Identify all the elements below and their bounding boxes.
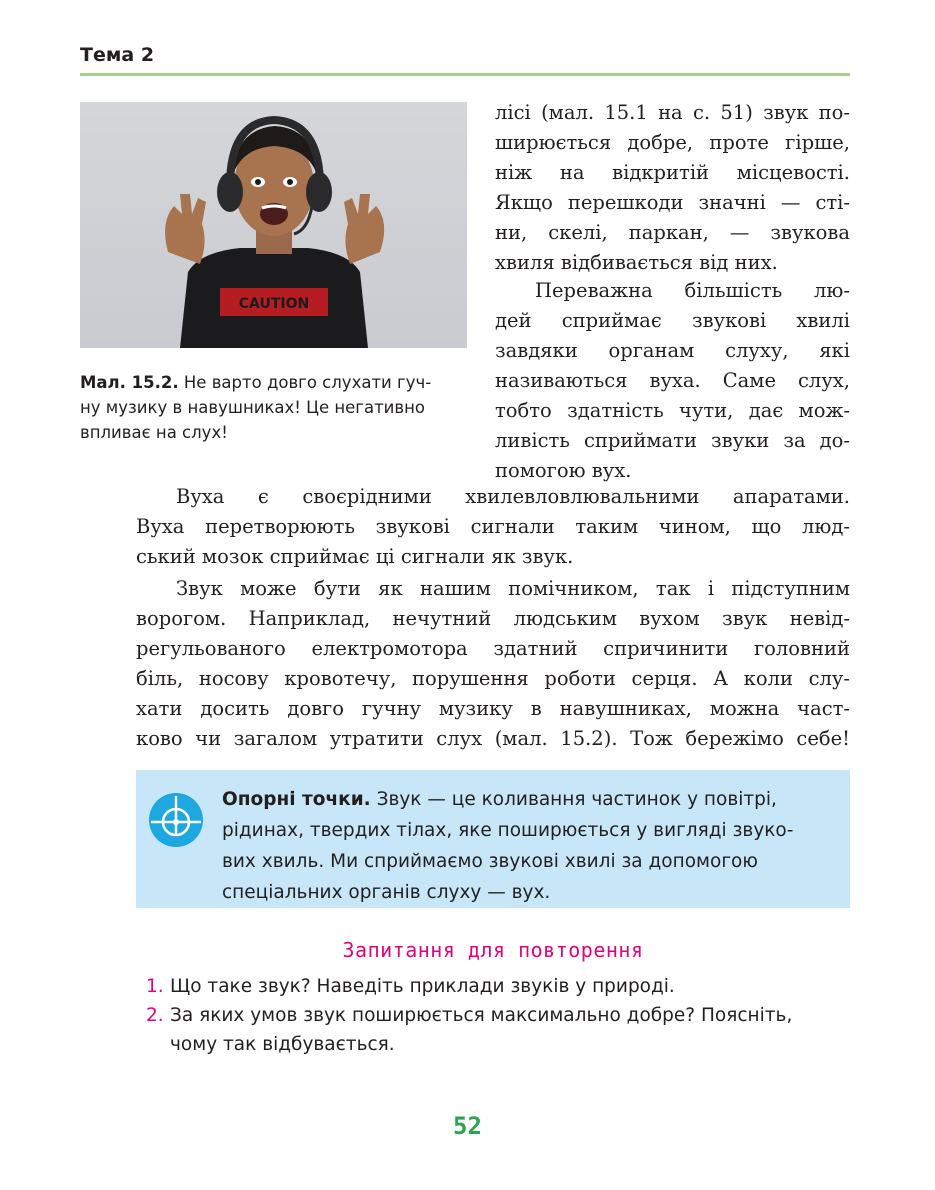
text-line: завдяки органам слуху, які [495, 339, 850, 362]
text-line: хвиля відбивається від них. [495, 251, 778, 274]
text-line: Якщо перешкоди значні — сті- [495, 191, 850, 214]
question-text: За яких умов звук поширюється максимально добре? Поясніть, [170, 1005, 793, 1026]
figure-caption [80, 370, 475, 445]
questions-list [146, 972, 850, 1059]
paragraph-right-1 [495, 98, 850, 278]
text-line: біль, носову кровотечу, порушення роботи серця. А коли слу- [136, 667, 850, 690]
key-points-label: Опорні точки. [222, 789, 371, 810]
text-line: Вуха перетворюють звукові сигнали таким чином, що люд- [136, 515, 850, 538]
caption-line: ну музику в навушниках! Це негативно [80, 398, 426, 417]
caption-line: Не варто довго слухати гуч- [178, 373, 432, 392]
text-line: Вуха є своєрідними хвилевловлювальними апаратами. [176, 485, 850, 508]
text-line: рідинах, твердих тілах, яке поширюється у вигляді звуко- [222, 820, 794, 841]
text-line: ширюється добре, проте гірше, [495, 131, 850, 154]
page-number: 52 [453, 1112, 482, 1140]
text-line: вих хвиль. Ми сприймаємо звукові хвилі за допомогою [222, 851, 758, 872]
question-text: Що таке звук? Наведіть приклади звуків у природі. [170, 976, 675, 997]
text-line: ніж на відкритій місцевості. [495, 161, 850, 184]
questions-title: Запитання для повторення [342, 938, 644, 962]
figure-15-2-photo [80, 102, 467, 348]
text-line: хати досить довго гучну музику в навушниках, можна част- [136, 697, 850, 720]
text-line: ни, скелі, паркан, — звукова [495, 221, 850, 244]
header-rule [80, 73, 850, 76]
text-line: Звук — це коливання частинок у повітрі, [370, 789, 777, 810]
text-line: регульованого електромотора здатний спричинити головний [136, 637, 850, 660]
question-number: 2. [146, 1005, 164, 1026]
man-with-headphones-illustration [80, 102, 467, 348]
question-item [146, 1001, 850, 1059]
text-line: ський мозок сприймає ці сигнали як звук. [136, 545, 574, 568]
text-line: ворогом. Наприклад, нечутний людським вухом звук невід- [136, 607, 850, 630]
text-line: Переважна більшість лю- [535, 279, 850, 302]
question-item [146, 972, 850, 1001]
text-line: лісі (мал. 15.1 на с. 51) звук по- [495, 101, 850, 124]
text-line: дей сприймає звукові хвилі [495, 309, 850, 332]
text-line: спеціальних органів слуху — вух. [222, 882, 551, 903]
text-line: називаються вуха. Саме слух, [495, 369, 850, 392]
shirt-print: CAUTION [238, 296, 310, 312]
text-line: помогою вух. [495, 459, 632, 482]
paragraph-right-2 [495, 276, 850, 486]
question-number: 1. [146, 976, 164, 997]
target-icon [148, 792, 204, 848]
paragraph-sound-danger [136, 574, 850, 754]
text-line: Звук може бути як нашим помічником, так і підступним [176, 577, 850, 600]
paragraph-ears [136, 482, 850, 572]
text-line: ково чи загалом утратити слух (мал. 15.2). Тож бережімо себе! [136, 727, 850, 750]
text-line: тобто здатність чути, дає мож- [495, 399, 850, 422]
caption-line: впливає на слух! [80, 423, 228, 442]
topic-header: Тема 2 [80, 44, 155, 66]
caption-label: Мал. 15.2. [80, 373, 179, 392]
key-points-text [222, 784, 832, 908]
text-line: ливість сприймати звуки за до- [495, 429, 850, 452]
question-text: чому так відбувається. [170, 1034, 395, 1055]
